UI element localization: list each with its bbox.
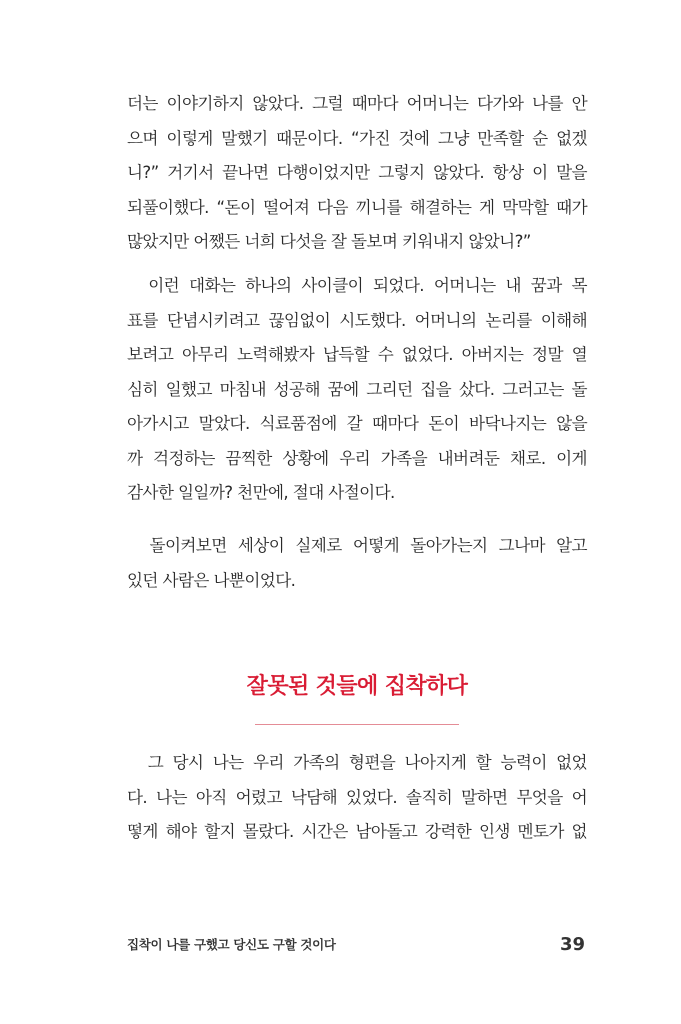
heading-divider — [255, 724, 459, 725]
text-line: 니?” 거기서 끝나면 다행이었지만 그렇지 않았다. 항상 이 말을 — [127, 163, 587, 182]
text-line: 보려고 아무리 노력해봤자 납득할 수 없었다. 아버지는 정말 열 — [127, 345, 587, 364]
text-line: 아가시고 말았다. 식료품점에 갈 때마다 돈이 바닥나지는 않을 — [127, 414, 587, 433]
paragraph-3 — [127, 538, 587, 607]
text-line: 까 걱정하는 끔찍한 상황에 우리 가족을 내버려둔 채로. 이게 — [127, 448, 587, 468]
paragraph-4 — [127, 755, 587, 859]
text-line: 더는 이야기하지 않았다. 그럴 때마다 어머니는 다가와 나를 안 — [127, 94, 587, 113]
text-line: 으며 이렇게 말했기 때문이다. “가진 것에 그냥 만족할 순 없겠 — [127, 128, 587, 148]
text-line: 감사한 일일까? 천만에, 절대 사절이다. — [127, 483, 395, 502]
text-line: 그 당시 나는 우리 가족의 형편을 나아지게 할 능력이 없었 — [127, 753, 587, 772]
text-line: 표를 단념시키려고 끊임없이 시도했다. 어머니의 논리를 이해해 — [127, 310, 587, 330]
text-line: 되풀이했다. “돈이 떨어져 다음 끼니를 해결하는 게 막막할 때가 — [127, 197, 587, 217]
text-line: 다. 나는 아직 어렸고 낙담해 있었다. 솔직히 말하면 무엇을 어 — [127, 787, 587, 807]
text-line: 이런 대화는 하나의 사이클이 되었다. 어머니는 내 꿈과 목 — [127, 276, 587, 295]
text-line: 떻게 해야 할지 몰랐다. 시간은 남아돌고 강력한 인생 멘토가 없 — [127, 822, 587, 841]
text-line: 많았지만 어쨌든 너희 다섯을 잘 돌보며 키워내지 않았니?” — [127, 232, 531, 251]
paragraph-2 — [127, 278, 587, 520]
running-footer-title: 집착이 나를 구했고 당신도 구할 것이다 — [127, 937, 336, 952]
text-line: 돌이켜보면 세상이 실제로 어떻게 돌아가는지 그나마 알고 — [127, 536, 587, 555]
paragraph-1 — [127, 96, 587, 269]
section-heading: 잘못된 것들에 집착하다 — [246, 674, 468, 699]
text-line: 심히 일했고 마침내 성공해 꿈에 그리던 집을 샀다. 그러고는 돌 — [127, 379, 587, 399]
page-number: 39 — [559, 934, 585, 955]
text-line: 있던 사람은 나뿐이었다. — [127, 570, 296, 590]
